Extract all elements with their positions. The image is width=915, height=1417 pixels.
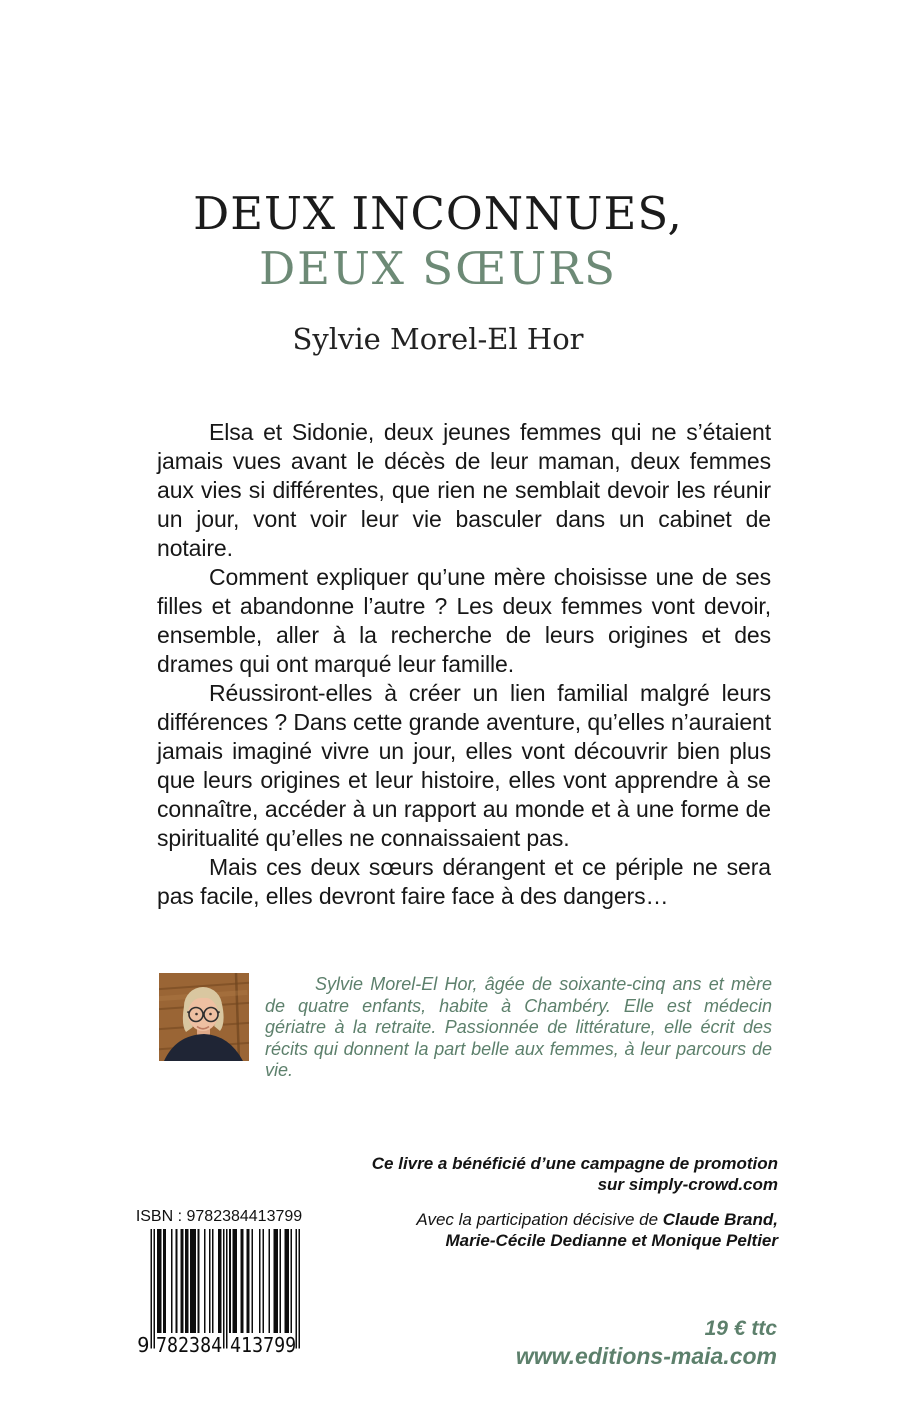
author-photo — [159, 973, 249, 1061]
synopsis-paragraph: Elsa et Sidonie, deux jeunes femmes qui ne s’étaient jamais vues avant le décès de leur maman, deux femmes aux vies si différentes, que rien ne semblait devoir les réunir un jour, vont voir leur vie basculer dans un cabinet de notaire. — [157, 419, 771, 561]
svg-text:9: 9 — [137, 1332, 150, 1355]
synopsis-paragraph: Comment expliquer qu’une mère choisisse une de ses filles et abandonne l’autre ? Les deux femmes vont devoir, ensemble, aller à la recherche de leurs origines et des drames qui ont marqué leur famille. — [157, 564, 771, 677]
price: 19 € ttc — [704, 1317, 777, 1340]
promotion-campaign-text — [298, 1153, 778, 1195]
book-title — [0, 186, 876, 296]
participation-prefix: Avec la participation décisive de — [416, 1210, 663, 1229]
promotion-participation-text — [298, 1209, 778, 1251]
svg-text:413799: 413799 — [230, 1332, 297, 1355]
synopsis-paragraph: Mais ces deux sœurs dérangent et ce périple ne sera pas facile, elles devront faire face à des dangers… — [157, 854, 771, 909]
promotion-campaign-line2: sur simply-crowd.com — [597, 1175, 778, 1194]
synopsis — [157, 418, 771, 911]
participant-names-line1: Claude Brand, — [662, 1210, 778, 1229]
pricing-block — [516, 1316, 777, 1370]
isbn-label: ISBN : 9782384413799 — [135, 1208, 303, 1225]
ean13-barcode — [136, 1229, 302, 1355]
publisher-website: www.editions-maia.com — [515, 1343, 777, 1369]
author-bio-section — [159, 973, 772, 1082]
participant-names-line2: Marie-Cécile Dedianne et Monique Peltier — [445, 1231, 778, 1250]
synopsis-paragraph: Réussiront-elles à créer un lien familial malgré leurs différences ? Dans cette grande aventure, qu’elles n’auraient jamais imaginé vivre un jour, elles vont découvrir bien plus que leurs origines et leur histoire, elles vont apprendre à se connaître, accéder à un rapport au monde et à une forme de spiritualité qu’elles ne connaissaient pas. — [157, 680, 771, 851]
author-name: Sylvie Morel-El Hor — [292, 322, 584, 356]
book-title-line1: DEUX INCONNUES, — [193, 187, 683, 240]
promotion-section — [298, 1153, 778, 1251]
svg-text:782384: 782384 — [156, 1332, 223, 1355]
book-title-line2: DEUX SŒURS — [259, 242, 617, 295]
author-bio-text: Sylvie Morel-El Hor, âgée de soixante-cinq ans et mère de quatre enfants, habite à Chambéry. Elle est médecin gériatre à la retraite. Passionnée de littérature, elle écrit des récits qui donnent la part belle aux femmes, à leur parcours de vie. — [265, 974, 772, 1080]
promotion-campaign-line1: Ce livre a bénéficié d’une campagne de promotion — [371, 1154, 778, 1173]
isbn-block — [134, 1208, 304, 1355]
